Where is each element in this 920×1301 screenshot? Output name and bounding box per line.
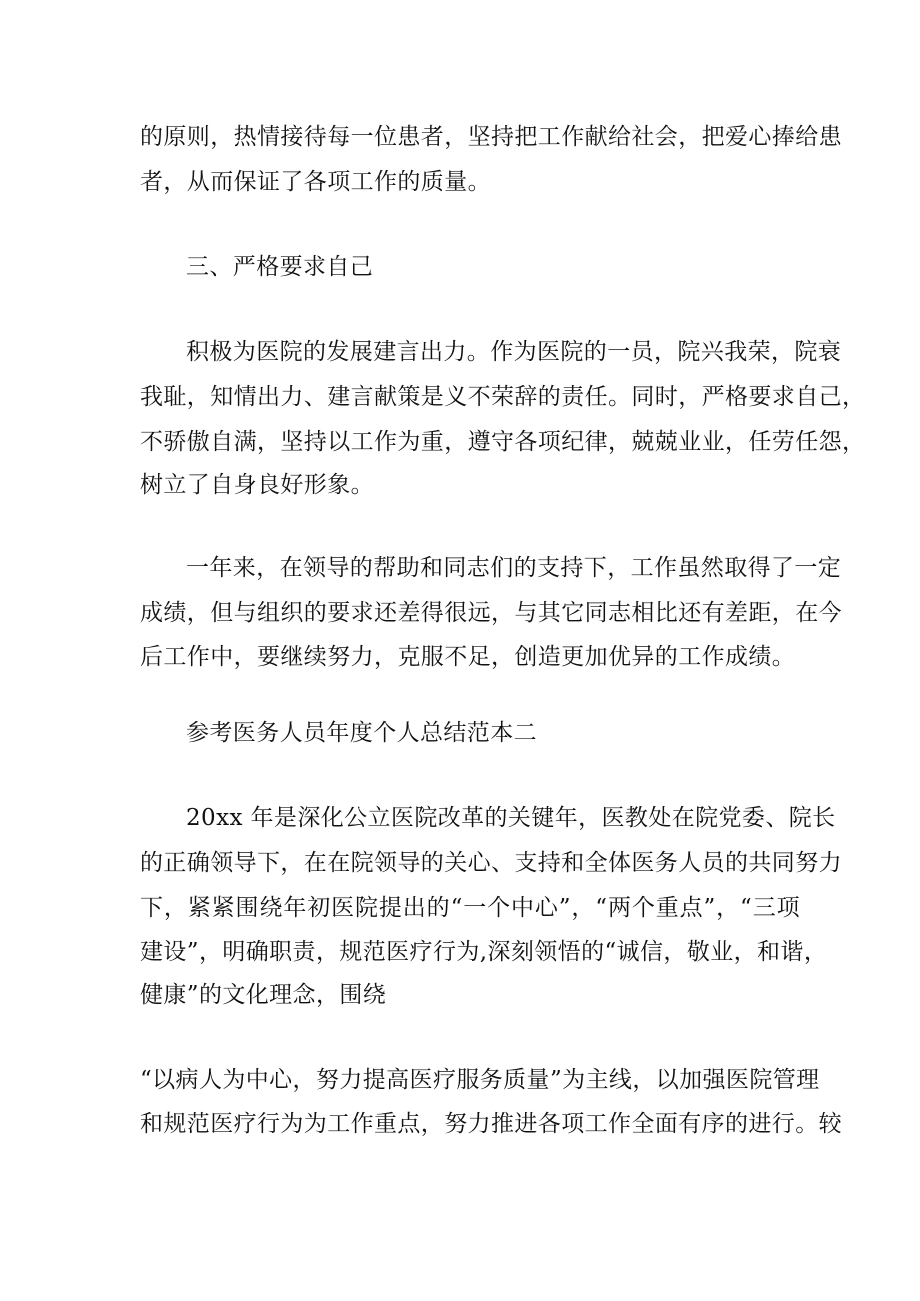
section-title: 参考医务人员年度个人总结范本二: [186, 720, 537, 746]
paragraph-4-line-4: 建设”，明确职责，规范医疗行为,深刻领悟的“诚信，敬业，和谐，: [140, 939, 828, 965]
paragraph-3-line-2: 成绩，但与组织的要求还差得很远，与其它同志相比还有差距，在今: [140, 600, 842, 626]
paragraph-5-line-1: “以病人为中心，努力提高医疗服务质量”为主线，以加强医院管理: [140, 1067, 820, 1093]
heading-section-3: 三、严格要求自己: [186, 254, 374, 280]
paragraph-1-line-2: 者，从而保证了各项工作的质量。: [140, 169, 491, 195]
paragraph-2-line-2: 我耻，知情出力、建言献策是义不荣辞的责任。同时，严格要求自己，: [140, 384, 866, 410]
paragraph-2-line-1: 积极为医院的发展建言出力。作为医院的一员，院兴我荣，院衰: [186, 339, 842, 365]
paragraph-1-line-1: 的原则，热情接待每一位患者，坚持把工作献给社会，把爱心捧给患: [140, 124, 842, 150]
paragraph-5-line-2: 和规范医疗行为为工作重点，努力推进各项工作全面有序的进行。较: [140, 1111, 842, 1137]
paragraph-4-line-3: 下，紧紧围绕年初医院提出的“一个中心”，“两个重点”，“三项: [140, 895, 800, 921]
paragraph-3-line-3: 后工作中，要继续努力，克服不足，创造更加优异的工作成绩。: [140, 644, 796, 670]
paragraph-4-line-5: 健康”的文化理念，围绕: [140, 982, 387, 1008]
paragraph-2-line-4: 树立了自身良好形象。: [140, 472, 374, 498]
paragraph-3-line-1: 一年来，在领导的帮助和同志们的支持下，工作虽然取得了一定: [186, 555, 842, 581]
paragraph-4-line-2: 的正确领导下，在在院领导的关心、支持和全体医务人员的共同努力: [140, 850, 842, 876]
paragraph-2-line-3: 不骄傲自满，坚持以工作为重，遵守各项纪律，兢兢业业，任劳任怨，: [140, 429, 866, 455]
paragraph-4-line-1: 20xx 年是深化公立医院改革的关键年，医教处在院党委、院长: [186, 805, 836, 831]
